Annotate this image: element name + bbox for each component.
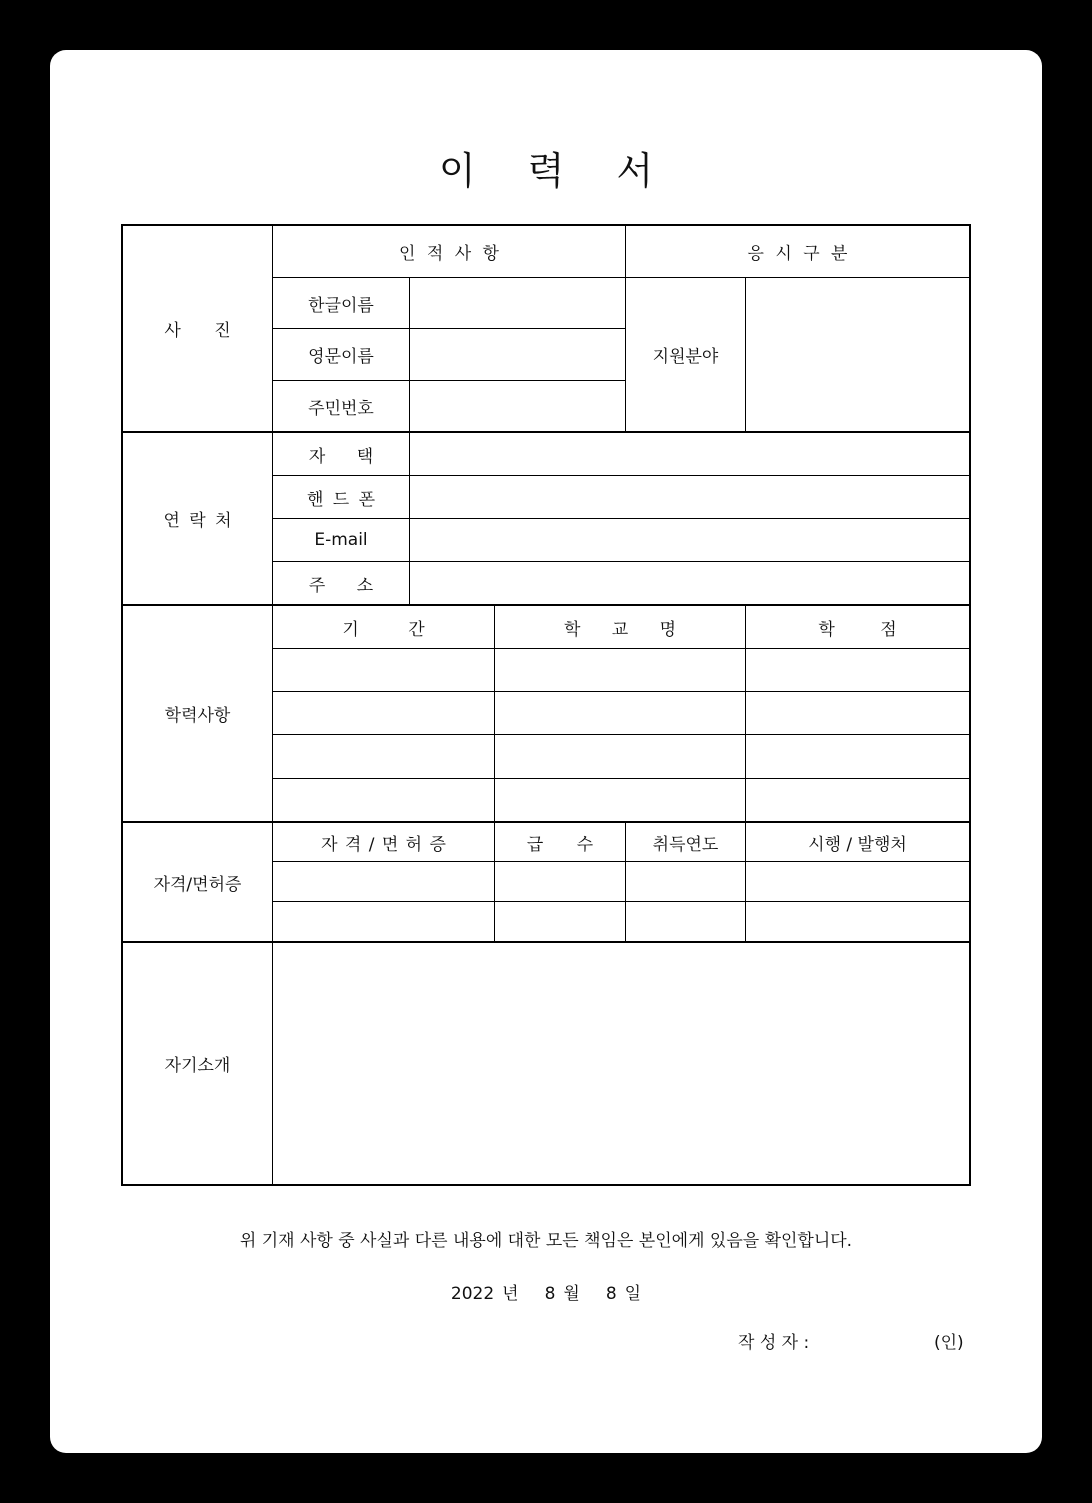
home-phone-label: 자 택 (308, 446, 374, 467)
personal-info-header: 인 적 사 항 (399, 244, 499, 264)
mobile-field[interactable] (410, 476, 969, 518)
document-title (0, 140, 1092, 195)
field-input[interactable] (746, 278, 969, 431)
document-date: 2022 년 8 월 8 일 (450, 1284, 642, 1304)
photo-label: 사 진 (164, 321, 231, 341)
contact-label: 연 락 처 (163, 511, 232, 531)
english-name-field[interactable] (410, 329, 625, 380)
period-header: 기 간 (342, 619, 425, 640)
resident-number-label: 주민번호 (308, 398, 374, 419)
photo-area[interactable] (123, 226, 272, 431)
self-intro-label: 자기소개 (164, 1056, 231, 1076)
field-label: 지원분야 (652, 347, 719, 367)
title-char: 력 (527, 149, 565, 193)
acquired-year-header: 취득연도 (652, 834, 719, 855)
license-label: 자격/면허증 (153, 874, 242, 895)
signer-label: 작 성 자 : (738, 1333, 810, 1353)
school-header: 학 교 명 (563, 619, 677, 640)
korean-name-label: 한글이름 (308, 295, 374, 316)
address-label: 주 소 (308, 575, 374, 596)
resident-number-field[interactable] (410, 381, 625, 431)
email-label: E-mail (314, 530, 368, 550)
resume-form-table (121, 224, 971, 1186)
issuer-header: 시행 / 발행처 (808, 834, 907, 855)
license-name-header: 자 격 / 면 허 증 (321, 834, 446, 855)
application-category-header: 응 시 구 분 (747, 244, 848, 264)
mobile-label: 핸 드 폰 (306, 489, 376, 510)
email-field[interactable] (410, 519, 969, 561)
english-name-label: 영문이름 (308, 347, 374, 367)
korean-name-field[interactable] (410, 278, 625, 328)
grade-header: 학 점 (818, 619, 897, 640)
title-char: 이 (438, 149, 476, 193)
title-char: 서 (616, 149, 654, 193)
pledge-statement: 위 기재 사항 중 사실과 다른 내용에 대한 모든 책임은 본인에게 있음을 확인합니다. (239, 1231, 853, 1251)
address-field[interactable] (410, 562, 969, 604)
home-phone-field[interactable] (410, 433, 969, 475)
seal-label: (인) (934, 1333, 964, 1353)
self-intro-field[interactable] (273, 943, 969, 1184)
education-label: 학력사항 (164, 706, 231, 726)
level-header: 급 수 (526, 834, 594, 855)
